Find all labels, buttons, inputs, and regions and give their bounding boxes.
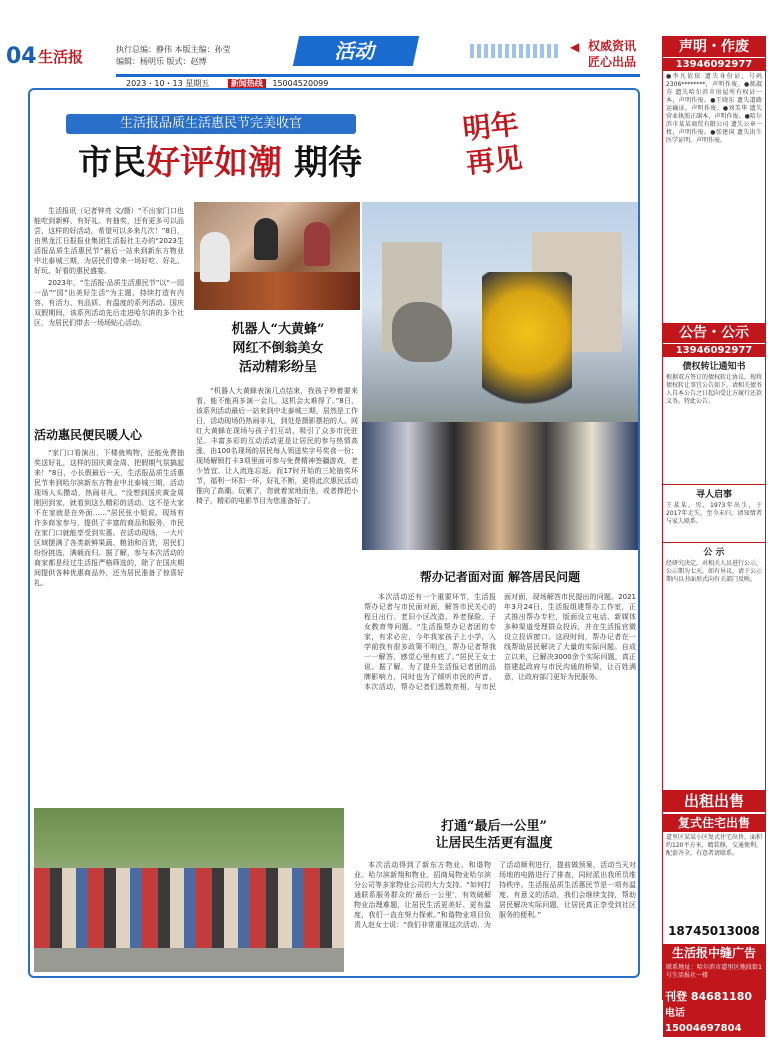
editor-line-1: 执行总编：静伟 本版主编：孙莹: [116, 45, 231, 54]
ground: [34, 948, 344, 972]
rent-phone: 18745013008: [668, 924, 760, 938]
classified-sidebar: [662, 36, 766, 1034]
robot-crowd-photo: [362, 202, 638, 550]
rent-sale-sub: 复式住宅出售: [663, 814, 765, 832]
date: 2023・10・13 星期五: [126, 79, 210, 88]
slogan-line-1: 权威资讯: [588, 39, 637, 53]
sidebar-phone-1: 13946092977: [663, 57, 765, 71]
headline-vertical-1: 明年: [461, 107, 521, 147]
ad-phone-2-row: [663, 1005, 765, 1037]
sidebar-notices-2: 根据双方签订的债权转让协议，现将债权转让事宜公告如下，请相关债务人自本公告之日起向受让方履行还款义务。特此公告。: [666, 374, 763, 405]
sidebar-phone-2: 13946092977: [663, 343, 765, 357]
robot-title-2: 网红不倒翁美女: [232, 341, 324, 356]
section-label: 活动: [293, 36, 419, 66]
section3-text: [354, 860, 636, 972]
slogan: [588, 38, 636, 70]
ad-phone-1: 84681180: [690, 990, 753, 1003]
seek-person-text: 王某某，男，1973年出生，于2017年走失，至今未归，请知情者与家人联系。: [666, 502, 762, 525]
hotline-number: 15004520099: [272, 79, 329, 88]
sidebar-notices-1: ●李凡依依 遗失身份证，号码2306********，声明作废。●郝淑芬 遗失哈尔滨市房屋所有权证一本，声明作废。●王晓东 遗失道路运输证，声明作废。●刘美华 遗失营业执照正副本，声明作废。●哈尔滨市某某商贸有限公司 遗失公章一枚，声明作废。●张建国 遗失出生医学证明，声明作废。: [666, 73, 762, 144]
debt-notice-title: 债权转让通知书: [682, 362, 746, 372]
customer-figure: [304, 222, 330, 266]
kicker: 生活报品质生活惠民节完美收官: [66, 114, 356, 134]
customer-figure: [254, 218, 278, 260]
ad-phone-2: 15004697804: [665, 1023, 742, 1034]
hotline-label: 新闻热线: [228, 79, 266, 88]
lead-paragraph: [34, 206, 184, 416]
ad-title: 生活报中缝广告: [663, 944, 765, 962]
sidebar-notices-3: 经研究决定，对相关人员进行公示，公示期为七天。如有异议，请于公示期内以书面形式向有关部门反映。: [666, 560, 763, 583]
headline-vertical-2: 再见: [464, 141, 524, 180]
rent-sale-head: 出租出售: [663, 790, 765, 812]
bumblebee-robot: [482, 272, 572, 422]
ad-address: 联系地址：哈尔滨市道里区地段街1号生活报社一楼: [663, 962, 765, 988]
vendor-figure: [200, 232, 230, 282]
robot-text: “机器人大黄蜂表演几点结束，我孩子吵着要来看，能不能再多演一会儿，这机会太难得了。”8日，该系列活动最后一站来到中北泰城三期，居然是工作日，活动现场仍热闹非凡，到处是摄影摆拍的人。网红大黄蜂在现场与孩子们互动，吸引了众多市民驻足。丰富多彩的互动活动更是让居民的参与热情高涨，由100名现场的居民每人领送奖字号奖食一份；现场解锁打卡3项里面可参与免费精神签疆游戏，老少皆宜、让人流连忘返。而17时开始的三轮抽奖环节，福利一环扣一环，好礼不断，更将此次惠民活动推向了高潮。玩累了，您就着家地而坐，或者捧把小椅子，精彩的电影节目为您准备好了。: [196, 387, 358, 505]
vendor-booth-photo: [194, 202, 360, 310]
ad-phone-1-label: 刊登: [665, 990, 687, 1003]
group-photo: [34, 808, 344, 972]
section3-title: [354, 818, 634, 854]
sidebar-head-statement: 声明・作废: [663, 37, 765, 57]
robot-section-title: [196, 320, 360, 382]
rock-sculpture: [392, 302, 452, 362]
robot-section-text: [196, 386, 358, 782]
sec3-title-2: 让居民生活更有温度: [435, 836, 553, 851]
sidebar-head-notice: 公告・公示: [663, 323, 765, 343]
section2-text: [364, 592, 636, 792]
slogan-line-2: 匠心出品: [588, 55, 637, 69]
section1-text: [34, 448, 184, 808]
headline-part-1: 市民: [78, 143, 146, 183]
seek-person-title: 寻人启事: [663, 484, 765, 502]
headline-part-2: 好评如潮: [146, 143, 282, 183]
public-notice-title: 公 示: [663, 542, 765, 560]
page-number: 04: [6, 44, 37, 69]
crowd: [362, 422, 638, 550]
section2-title: 帮办记者面对面 解答居民问题: [419, 570, 581, 584]
robot-title-1: 机器人“大黄蜂”: [231, 322, 325, 337]
decorative-stripes: [470, 44, 560, 58]
sec3-text: 本次活动得到了新东方物业、和谐物业、哈尔滨新翔和物业、招商局物业哈尔滨分公司等多家物业公司的大力支持。“如何打通联系服务群众的‘最后一公里’，有效破解物业治理难题，让居民生活更美好、更有温度，我们一直在努力探索。”和谐物业项目负责人赵女士说：“我们非常重视这次活动，为了活动顺利进行，提前做预案，活动当天对场地的电路进行了排查，同时派出我所员维持秩序。生活报品质生活惠民节是一项有温度、有意义的活动，我们会继续支持，帮助居民解决实际问题，让居民真正享受到社区服务的便利。”: [354, 861, 636, 929]
ad-phone-1-row: [663, 988, 765, 1005]
group-of-residents: [34, 868, 344, 948]
headline-part-3: 期待: [294, 143, 362, 183]
rent-sale-text: 道里区某某小区复式住宅出售，面积约120平方米，精装修，交通便利，配套齐全。有意者请联系。: [666, 834, 763, 857]
paper-name: 生活报: [38, 48, 84, 66]
headline-vertical: [457, 107, 531, 209]
lead-text: 生活报讯（记者钟亮 文/摄）“不出家门口也能吃到新鲜、有好礼、有抽奖，还有更多可以品尝，这样的好活动，希望可以多来几次！”8日，由黑龙江日报报业集团生活报社主办的“2023生活报品质生活惠民节”最后一站来到新东方物业中北泰城三期，为居民们带来一场好吃、好礼、好玩、好看的惠民盛宴。: [34, 207, 184, 275]
sec1-text: “家门口看演出，下楼就购物，还能免费抽奖送好礼，这样的国庆黄金周，把假期气氛搞起来！”8日，小长假最后一天，生活报品质生活惠民节来到哈尔滨新东方物业中北泰城三期，活动现场人头攒动，热闹非凡。“没想到国庆黄金周刚回到家，就看到这么精彩的活动。这不是大家不在家就是在外面……”居民张小姐说。现场有许多商家参与，提供了丰富的商品和服务，市民在家门口就能享受到实惠。在活动现场，一大片区域摆满了各类新鲜果蔬、粮油和百货，居民们纷纷挑选，满载而归。据了解，参与本次活动的商家都是经过生活报严格筛选的，除了在国庆期间提供各种优惠商品外，还为居民准备了惊喜好礼。: [34, 449, 184, 587]
robot-title-3: 活动精彩纷呈: [238, 360, 317, 375]
arrow-icon: ◀: [570, 40, 580, 54]
ad-phone-2-label: 电话: [665, 1008, 685, 1019]
para2-text: 2023年，“生活报·品质生活惠民节”以“一园一品”“园”出美好生活”为主题，持续打造有内容、有活力、有品质、有温度的系列活动。国庆双假期间，该系列活动先后走进哈尔滨的多个社区，为居民们带去一场场贴心活动。: [34, 279, 184, 327]
section1-title: 活动惠民便民暖人心: [34, 428, 143, 442]
headline: [78, 140, 362, 186]
header-rule: [116, 74, 640, 77]
editor-line-2: 编辑：杨明乐 版式：赵博: [116, 57, 207, 66]
sec2-text: 本次活动还有一个重要环节，生活报帮办记者与市民面对面，解答市民关心的程日出行、老旧小区改造、养老保险、子女教育等问题。“生活报帮办记者团的专家，有求必应，今年我家孩子上小学，入学前我有很多政策不明白，帮办记者帮我一一解答，感觉心里有底了。”居民王女士说。据了解，为了提升生活报记者团的品牌影响力，同时也为了倾听市民的声音，本次活动，帮办记者们悉数亮相，与市民面对面，现场解答市民提出的问题。2021年3月24日，生活报组建帮办工作室，正式推出帮办专栏，版面设立电话、新媒体多种渠道受理群众投诉，并在生活报官微设立投诉窗口。这段时间，帮办记者在一线帮助居民解决了大量的实际问题。自成立以来，已解决3000余个实际问题，真正搭建起政府与市民沟通的桥梁，让百姓满意，让政府部门更好为民服务。: [364, 593, 636, 691]
sec3-title-1: 打通“最后一公里”: [441, 819, 547, 834]
